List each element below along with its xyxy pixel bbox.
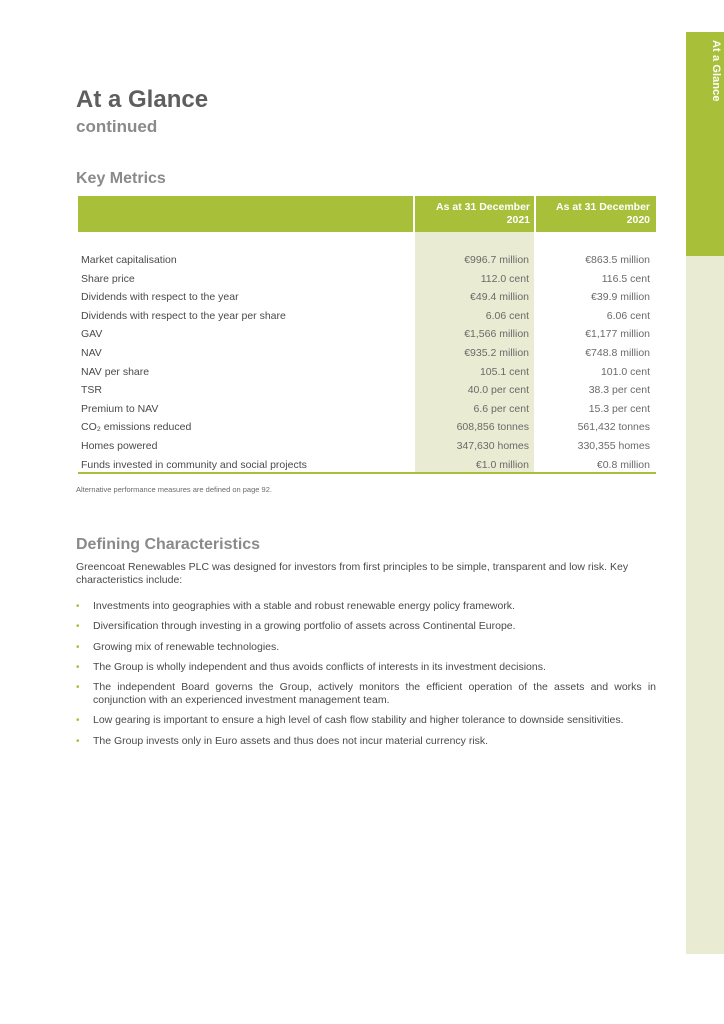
table-row <box>78 307 656 326</box>
key-metrics-title: Key Metrics <box>76 170 166 187</box>
table-row <box>78 270 656 289</box>
bullet-icon: • <box>76 601 80 612</box>
table-row <box>78 400 656 419</box>
list-item-text: Low gearing is important to ensure a high level of cash flow stability and higher tolerance to downside sensitivities. <box>93 714 624 727</box>
side-tab-label: At a Glance <box>710 40 722 102</box>
bullet-icon: • <box>76 641 80 653</box>
metric-label: GAV <box>81 328 103 341</box>
header-separator <box>413 196 415 232</box>
column-header-2020-line2: 2020 <box>626 214 650 226</box>
bullet-icon: • <box>76 735 80 747</box>
metric-label: NAV per share <box>81 365 150 378</box>
metric-label: Dividends with respect to the year <box>81 291 239 304</box>
value-2020: €748.8 million <box>585 346 650 359</box>
value-2021: 347,630 homes <box>456 439 529 452</box>
list-item <box>76 641 656 654</box>
table-row <box>78 418 656 437</box>
value-2020: €1,177 million <box>585 328 650 341</box>
value-2020: 330,355 homes <box>577 439 650 452</box>
key-metrics-table <box>78 196 656 476</box>
value-2020: 101.0 cent <box>600 365 650 378</box>
page-title: At a Glance <box>76 86 209 113</box>
list-item-text: The independent Board governs the Group, actively monitors the efficient operation of the assets and works in conjunction with an experienced investment management team. <box>93 681 656 707</box>
metric-label: Market capitalisation <box>81 254 177 266</box>
bullet-icon: • <box>76 715 80 727</box>
table-row <box>78 288 656 307</box>
value-2021: €49.4 million <box>470 291 529 304</box>
side-section-tab <box>686 32 724 256</box>
value-2021: 105.1 cent <box>479 365 529 378</box>
metric-label: Homes powered <box>81 439 158 452</box>
column-header-2020-line1: As at 31 December <box>556 201 650 213</box>
list-item-text: The Group invests only in Euro assets and thus does not incur material currency risk. <box>93 734 489 747</box>
side-decorative-strip <box>686 256 724 954</box>
bullet-icon: • <box>76 661 80 673</box>
list-item <box>76 600 656 613</box>
value-2020: 15.3 per cent <box>588 402 650 415</box>
value-2021: 40.0 per cent <box>467 384 529 397</box>
defining-characteristics-title: Defining Characteristics <box>76 536 261 553</box>
value-2020: €863.5 million <box>585 254 650 266</box>
value-2020: 6.06 cent <box>606 309 650 322</box>
list-item-text: Investments into geographies with a stable and robust renewable energy policy framework. <box>93 600 515 612</box>
table-row <box>78 437 656 456</box>
column-header-2021 <box>416 201 530 227</box>
table-row <box>78 251 656 270</box>
list-item <box>76 735 656 748</box>
list-item-text: The Group is wholly independent and thus avoids conflicts of interests in its investment decisions. <box>93 660 546 673</box>
table-footnote: Alternative performance measures are defined on page 92. <box>76 485 272 494</box>
bullet-icon: • <box>76 621 80 633</box>
value-2020: 116.5 cent <box>601 272 650 285</box>
metric-label: Funds invested in community and social projects <box>81 458 307 471</box>
value-2020: 561,432 tonnes <box>577 421 650 434</box>
value-2021: €1,566 million <box>464 328 529 341</box>
metric-label: TSR <box>81 384 102 397</box>
value-2021: 6.06 cent <box>485 309 529 322</box>
table-row <box>78 381 656 400</box>
list-item <box>76 681 656 707</box>
value-2021: €935.2 million <box>464 346 529 359</box>
value-2021: €1.0 million <box>475 458 529 471</box>
characteristics-list <box>76 600 656 755</box>
table-row <box>78 325 656 344</box>
value-2020: €0.8 million <box>596 458 650 471</box>
value-2021: €996.7 million <box>464 254 529 266</box>
metric-label: CO₂ emissions reduced <box>81 421 192 434</box>
column-header-2021-line2: 2021 <box>506 214 530 226</box>
value-2021: 608,856 tonnes <box>456 421 529 434</box>
table-header <box>78 196 656 232</box>
list-item <box>76 661 656 674</box>
value-2021: 6.6 per cent <box>473 402 529 415</box>
list-item-text: Growing mix of renewable technologies. <box>93 640 280 653</box>
list-item <box>76 714 656 727</box>
metric-label: Share price <box>81 272 135 285</box>
metric-label: NAV <box>81 346 102 359</box>
page-subtitle: continued <box>76 117 158 136</box>
bullet-icon: • <box>76 682 80 694</box>
defining-characteristics-intro: Greencoat Renewables PLC was designed for investors from first principles to be simple, transparent and low risk. Key characteristics include: <box>76 561 629 586</box>
column-header-2020 <box>536 201 650 227</box>
value-2020: €39.9 million <box>591 291 650 304</box>
table-row <box>78 344 656 363</box>
list-item-text: Diversification through investing in a growing portfolio of assets across Continental Europe. <box>93 620 516 633</box>
table-body <box>78 251 656 474</box>
column-header-2021-line1: As at 31 December <box>436 201 530 213</box>
list-item <box>76 620 656 633</box>
metric-label: Dividends with respect to the year per share <box>81 309 286 322</box>
table-bottom-rule <box>78 472 656 474</box>
table-row <box>78 363 656 382</box>
value-2021: 112.0 cent <box>480 272 529 285</box>
value-2020: 38.3 per cent <box>588 384 650 397</box>
metric-label: Premium to NAV <box>81 402 159 415</box>
